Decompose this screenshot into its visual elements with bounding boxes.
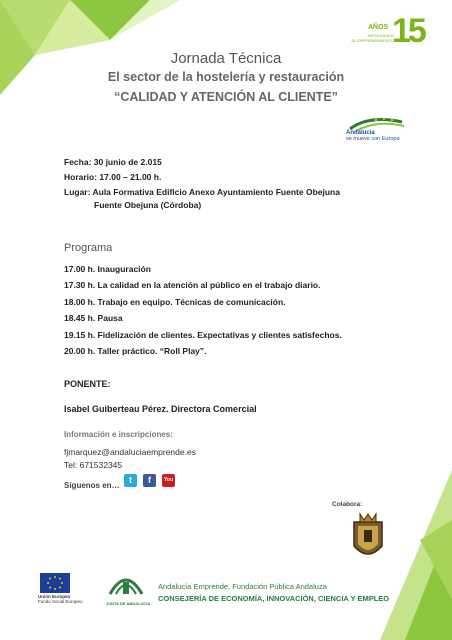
page-subtitle: El sector de la hostelería y restauración [107,70,345,84]
siguenos-label: Síguenos en… [64,481,120,490]
logo-andalucia-europa [346,116,406,146]
logo-15-anos [338,14,422,48]
eu-label-2: Fondo Social Europeo [38,599,83,604]
junta-andalucia-logo-icon [106,568,146,600]
page-title: Jornada Técnica [170,50,282,67]
eu-stars-circle-icon [40,573,70,593]
programa-item: 20.00 h. Taller práctico. “Roll Play”. [64,346,207,356]
andalucia-label: Andalucía [346,130,375,136]
facebook-icon[interactable]: f [143,474,156,487]
programa-item: 18.00 h. Trabajo en equipo. Técnicas de comunicación. [64,297,286,307]
event-location-city: Fuente Obejuna (Córdoba) [94,200,202,210]
consejeria-line: CONSEJERÍA DE ECONOMÍA, INNOVACIÓN, CIENCIA Y EMPLEO [158,594,390,603]
junta-label: JUNTA DE ANDALUCIA [106,601,151,606]
ponente-name: Isabel Guiberteau Pérez. Directora Comercial [64,404,257,414]
ponente-label: PONENTE: [64,379,111,389]
eu-flag-icon [40,573,70,593]
programa-item: 17.00 h. Inauguración [64,264,151,274]
programa-heading: Programa [64,242,113,254]
logo-tagline-1: IMPULSANDO [367,33,394,38]
eu-label [38,594,83,604]
twitter-icon[interactable]: t [124,474,137,487]
contact-phone: Tel: 671532345 [64,460,123,470]
eu-label-1: Unión Europea [38,594,71,599]
coat-of-arms-icon [350,512,386,562]
page-theme: “CALIDAD Y ATENCIÓN AL CLIENTE” [114,90,338,104]
logo-tagline-2: EL EMPRENDIMIENTO [351,38,394,43]
colabora-label: Colabora: [332,501,363,508]
programa-item: 18.45 h. Pausa [64,313,123,323]
programa-item: 19.15 h. Fidelización de clientes. Expectativas y clientes satisfechos. [64,330,342,340]
contact-email[interactable]: fjmarquez@andaluciaemprende.es [64,447,196,457]
event-date: Fecha: 30 junio de 2.015 [64,157,162,167]
org-line: Andalucía Emprende, Fundación Pública Andaluza [158,582,327,591]
logo-number: 15 [392,12,424,50]
se-mueve-label: se mueve con Europa [346,136,400,142]
logo-tagline [342,33,394,43]
programa-item: 17.30 h. La calidad en la atención al público en el trabajo diario. [64,280,321,290]
youtube-icon[interactable]: You [162,474,175,487]
event-time: Horario: 17.00 – 21.00 h. [64,172,162,182]
contact-heading: Información e inscripciones: [64,430,173,439]
logo-anos-text: AÑOS [368,24,389,31]
event-location: Lugar: Aula Formativa Edificio Anexo Ayuntamiento Fuente Obejuna [64,187,340,197]
